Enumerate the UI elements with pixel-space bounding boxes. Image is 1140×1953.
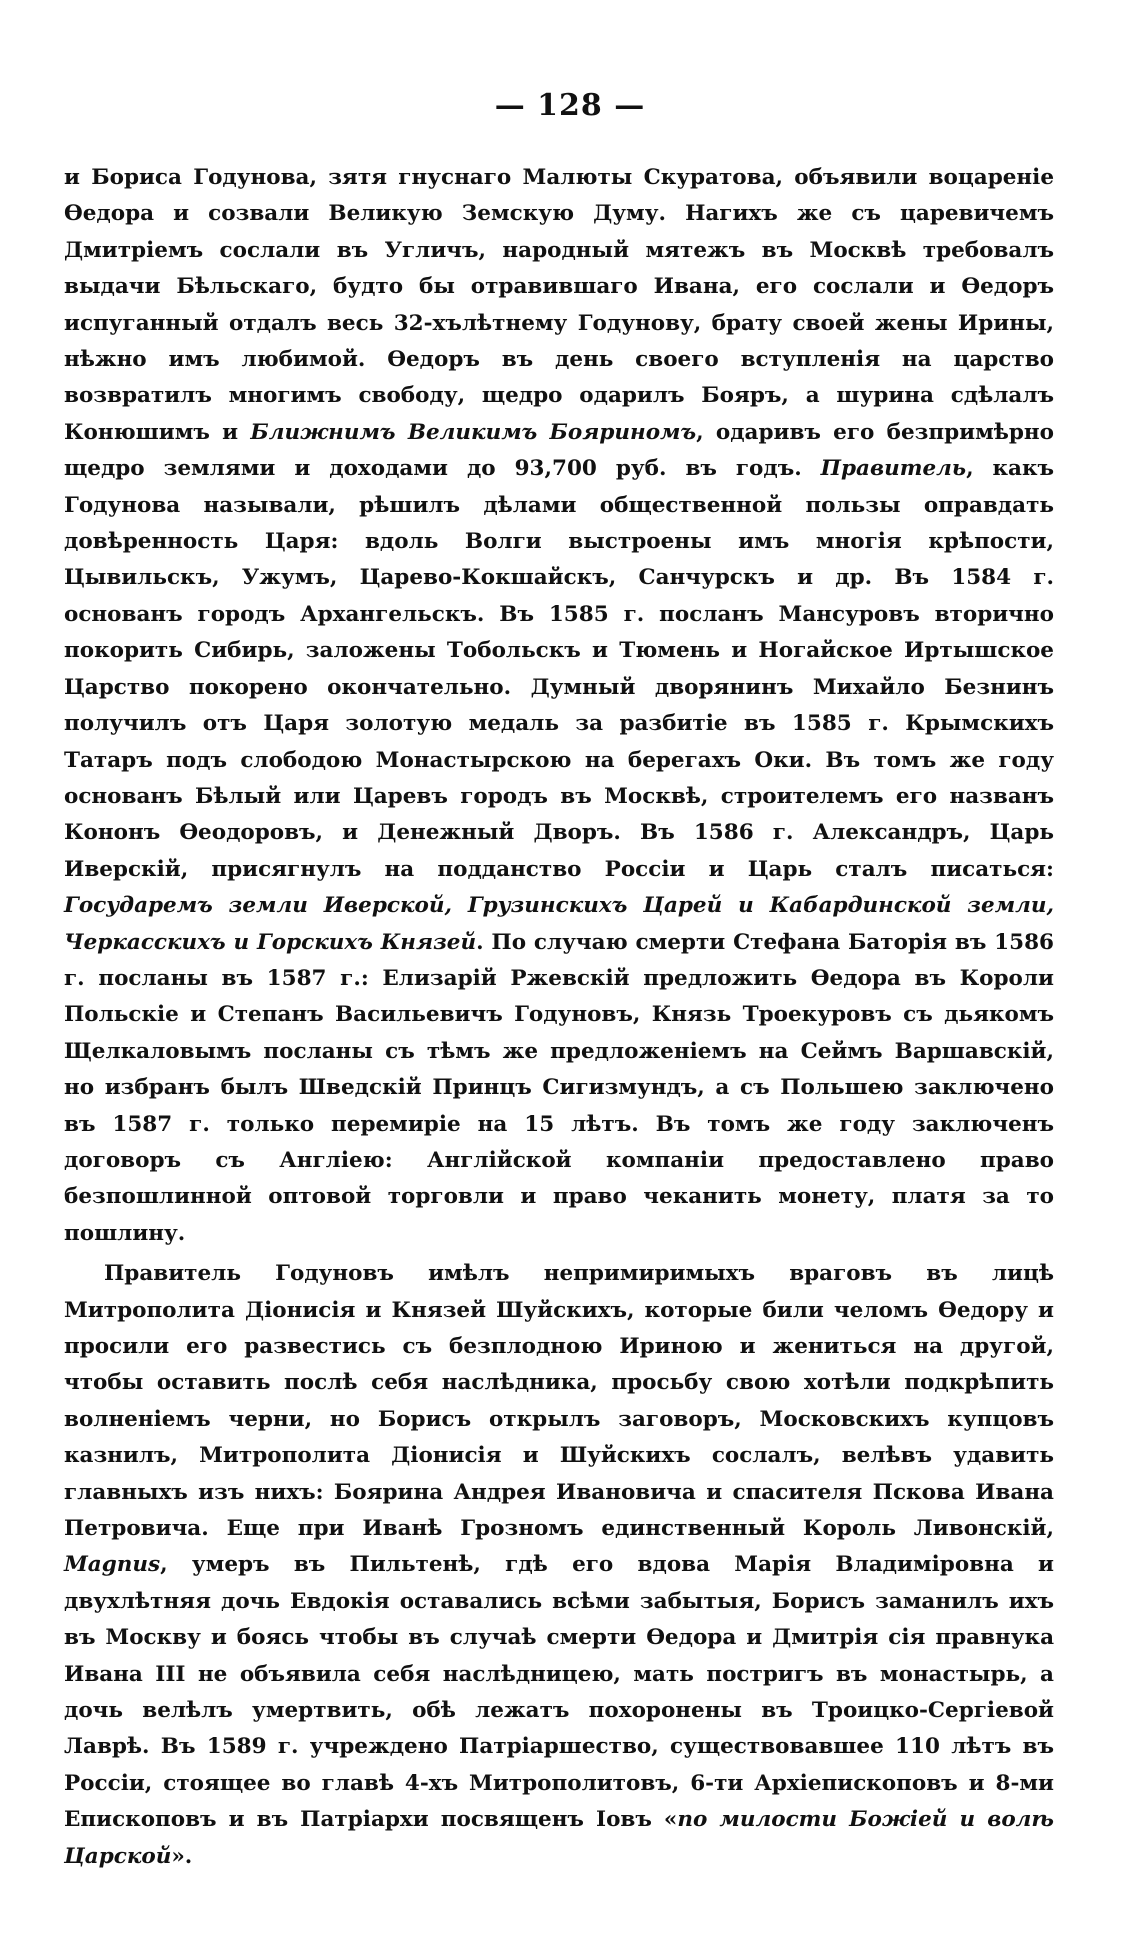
text-segment: . По случаю смерти Стефана Баторія въ 1586 г. посланы въ 1587 г.: Елизарій Ржевскій предложить Өедора въ Короли Польскіе и Степанъ Васильевичъ Годуновъ, Князь Троекуровъ съ дьякомъ Щелкаловымъ посланы съ тѣмъ же предложеніемъ на Сеймъ Варшавскій, но избранъ былъ Шведскій Принцъ Сигизмундъ, а съ Польшею заключено въ 1587 г. только перемиріе на 15 лѣтъ. Въ томъ же году заключенъ договоръ съ Англіею: Англійской компаніи предоставлено право безпошлинной оптовой торговли и право чеканить монету, платя за то пошлину.: [64, 929, 1055, 1246]
italic-segment: Ближнимъ Великимъ Бояриномъ: [250, 419, 697, 445]
text-segment: , какъ Годунова называли, рѣшилъ дѣлами общественной пользы оправдать довѣренность Царя: вдоль Волги выстроены имъ многія крѣпости, Цывильскъ, Ужумъ, Царево-Кокшайскъ, Санчурскъ и др. Въ 1584 г. основанъ городъ Архангельскъ. Въ 1585 г. посланъ Мансуровъ вторично покорить Сибирь, заложены Тобольскъ и Тюмень и Ногайское Иртышское Царство покорено окончательно. Думный дворянинъ Михайло Безнинъ получилъ отъ Царя золотую медаль за разбитіе въ 1585 г. Крымскихъ Татаръ подъ слободою Монастырскою на берегахъ Оки. Въ томъ же году основанъ Бѣлый или Царевъ городъ въ Москвѣ, строителемъ его названъ Кононъ Өеодоровъ, и Денежный Дворъ. Въ 1586 г. Александръ, Царь Иверскій, присягнулъ на подданство Россіи и Царь сталъ писаться:: [64, 456, 1054, 882]
italic-segment: по милости Божіей и волѣ Царской: [64, 1807, 1054, 1869]
body-text: [64, 160, 1054, 1875]
text-segment: , одаривъ его безпримѣрно щедро землями и доходами до 93,700 руб. въ годъ.: [64, 419, 1054, 482]
text-segment: Правитель Годуновъ имѣлъ непримиримыхъ враговъ въ лицѣ Митрополита Діонисія и Князей Шуйскихъ, которые били челомъ Өедору и просили его развестись съ безплодною Ириною и жениться на другой, чтобы оставить послѣ себя наслѣдника, просьбу свою хотѣли подкрѣпить волненіемъ черни, но Борисъ открылъ заговоръ, Московскихъ купцовъ казнилъ, Митрополита Діонисія и Шуйскихъ сослалъ, велѣвъ удавить главныхъ изъ нихъ: Боярина Андрея Ивановича и спасителя Пскова Ивана Петровича. Еще при Иванѣ Грозномъ единственный Король Ливонскій,: [64, 1261, 1054, 1542]
page-number: — 128 —: [494, 88, 646, 123]
italic-segment: Государемъ земли Иверской, Грузинскихъ Царей и Кабардинской земли, Черкасскихъ и Горскихъ Князей: [64, 893, 1054, 955]
paragraph-2: [64, 1256, 1054, 1875]
paragraph-1: [64, 160, 1054, 1252]
italic-segment: Правитель: [820, 456, 967, 482]
text-segment: , умеръ въ Пильтенѣ, гдѣ его вдова Марія Владиміровна и двухлѣтняя дочь Евдокія оставались всѣми забытыя, Борисъ заманилъ ихъ въ Москву и боясь чтобы въ случаѣ смерти Өедора и Дмитрія сія правнука Ивана III не объявила себя наслѣдницею, мать постригъ въ монастырь, а дочь велѣлъ умертвить, обѣ лежатъ похоронены въ Троицко-Сергіевой Лаврѣ. Въ 1589 г. учреждено Патріаршество, существовавшее 110 лѣтъ въ Россіи, стоящее во главѣ 4-хъ Митрополитовъ, 6-ти Архіепископовъ и 8-ми Епископовъ и въ Патріархи посвященъ Іовъ «: [64, 1552, 1054, 1833]
text-segment: ».: [171, 1843, 193, 1869]
italic-segment: Magnus: [64, 1552, 161, 1578]
text-segment: и Бориса Годунова, зятя гнуснаго Малюты Скуратова, объявили воцареніе Өедора и созвали Великую Земскую Думу. Нагихъ же съ царевичемъ Дмитріемъ сослали въ Угличъ, народный мятежъ въ Москвѣ требовалъ выдачи Бѣльскаго, будто бы отравившаго Ивана, его сослали и Өедоръ испуганный отдалъ весь 32-хълѣтнему Годунову, брату своей жены Ирины, нѣжно имъ любимой. Өедоръ въ день своего вступленія на царство возвратилъ многимъ свободу, щедро одарилъ Бояръ, а шурина сдѣлалъ Конюшимъ и: [64, 165, 1054, 445]
